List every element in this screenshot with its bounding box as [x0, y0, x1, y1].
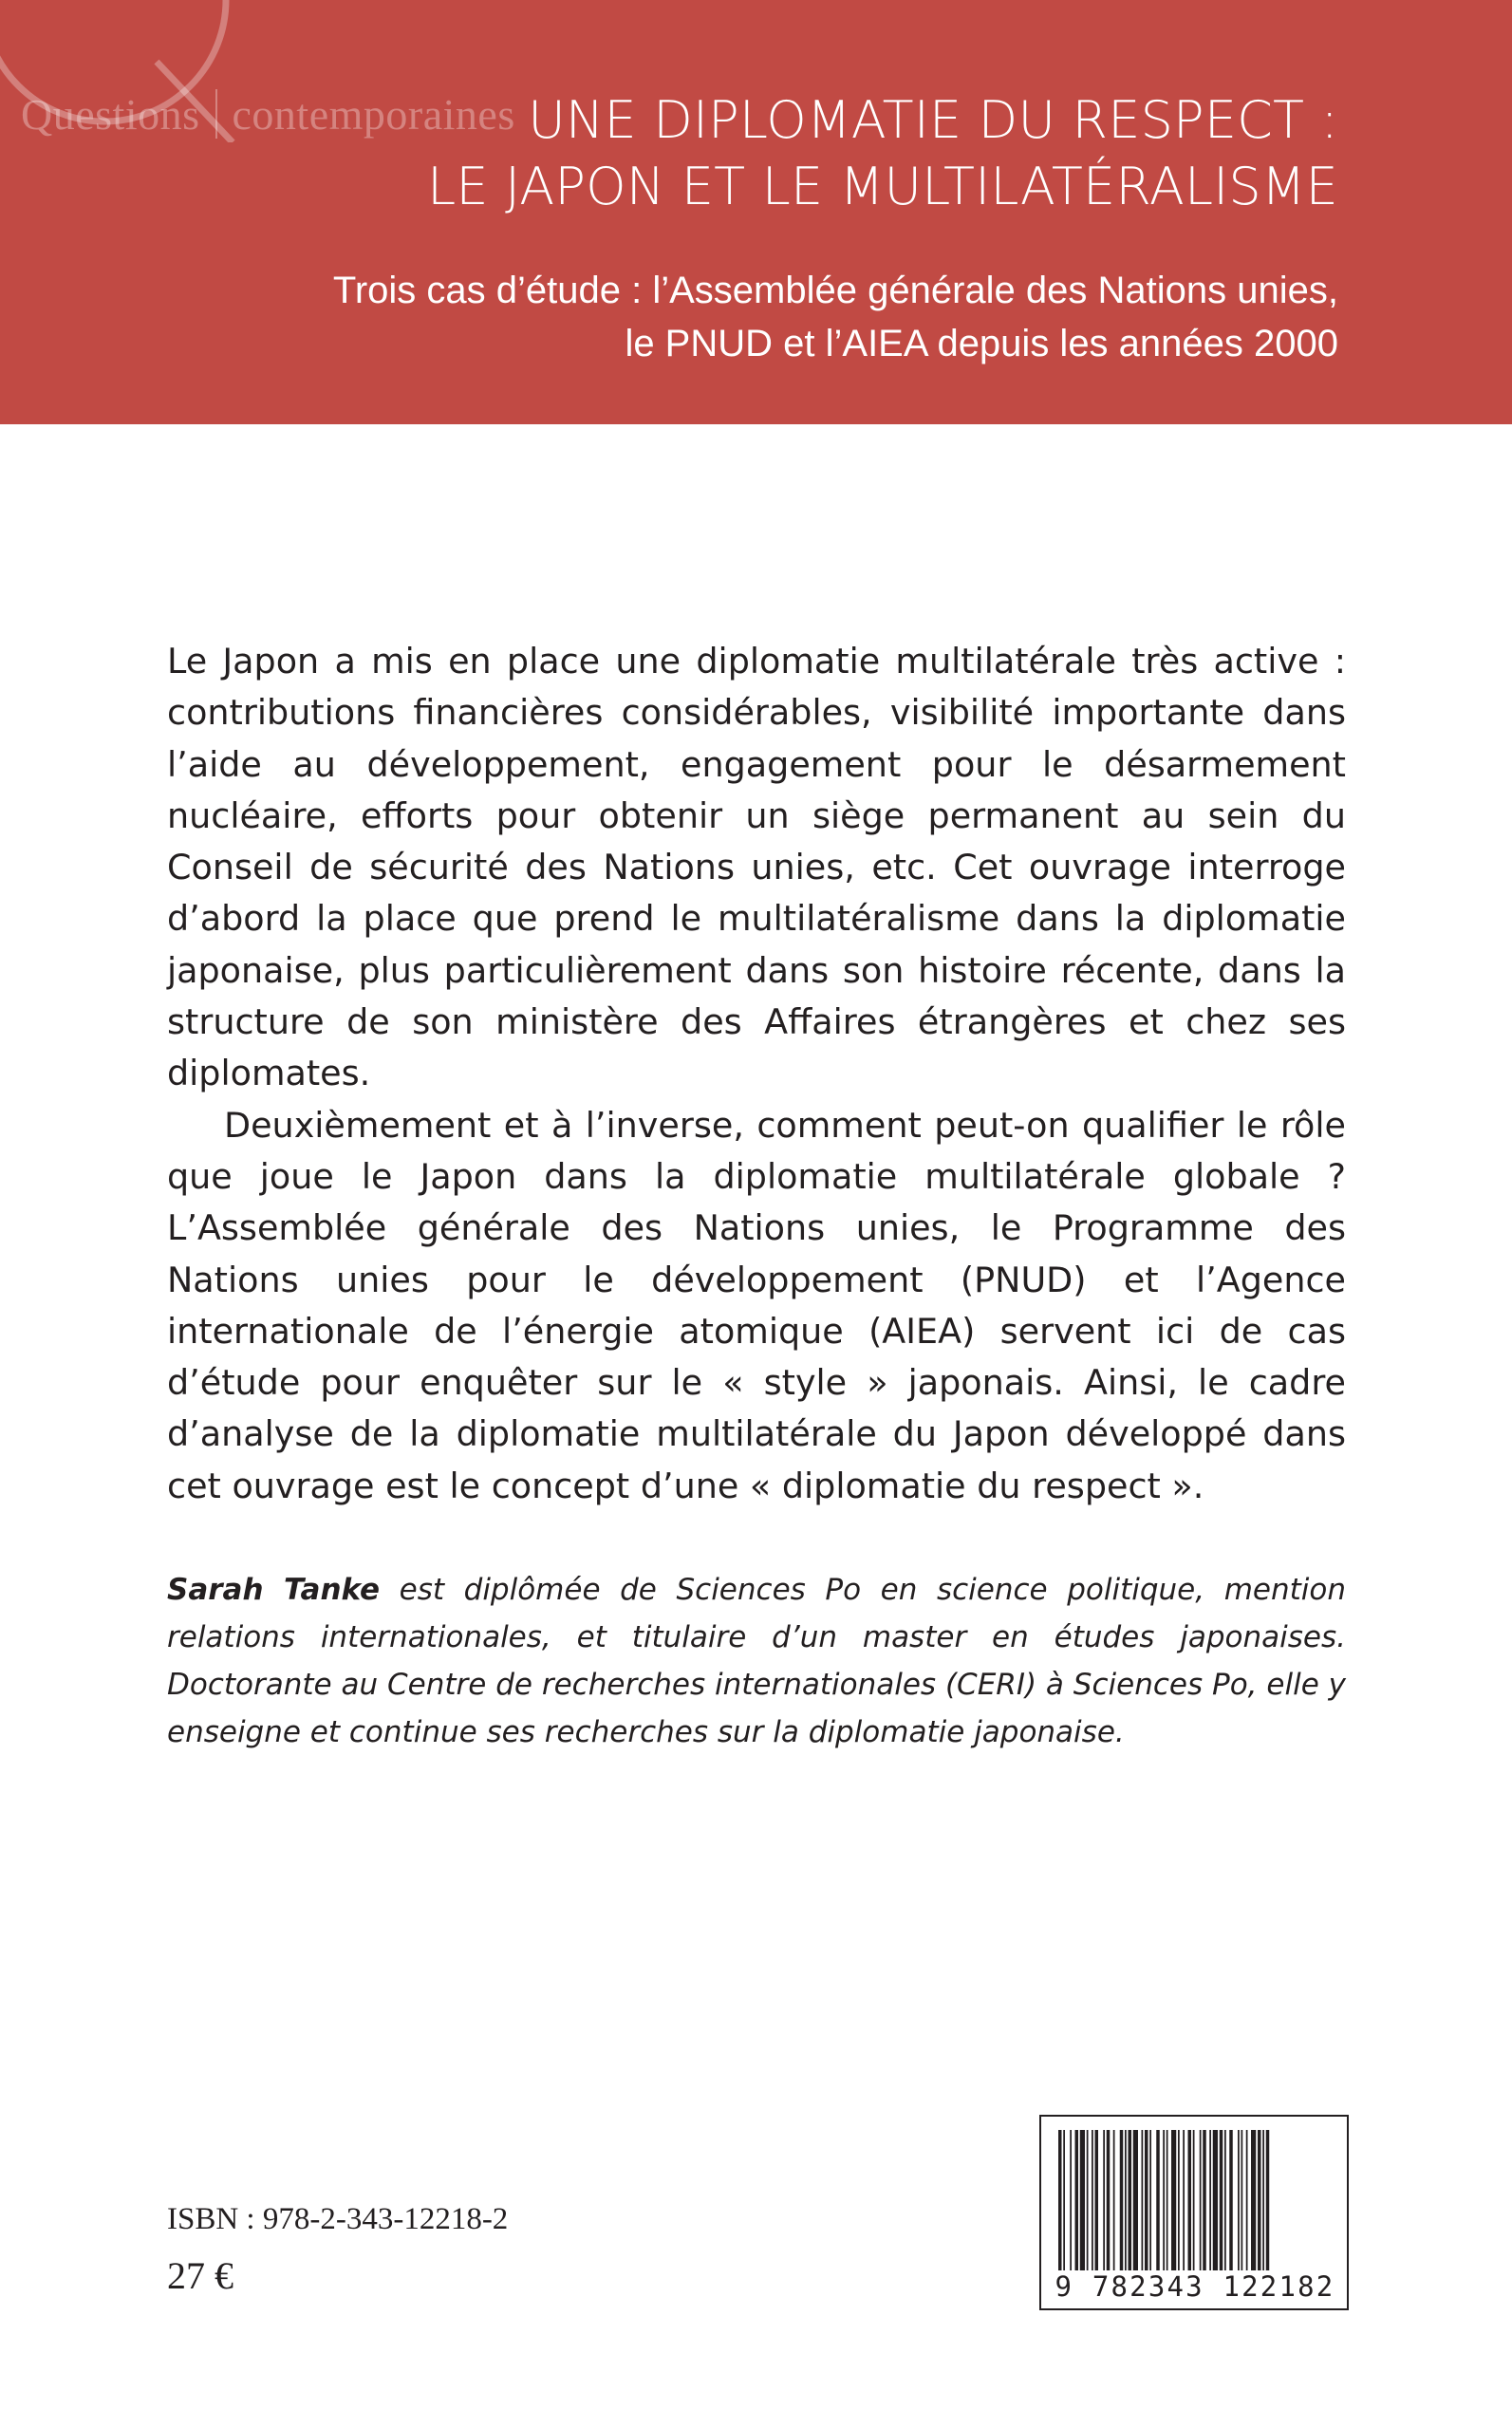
author-name: Sarah Tanke — [167, 1573, 381, 1607]
blurb-paragraph-1: Le Japon a mis en place une diplomatie multilatérale très active : contributions financières considérables, visibilité importante dans l’aide au développement, engagement pour le désarmement nucléaire, efforts pour obtenir un siège permanent au sein du Conseil de sécurité des Nations unies, etc. Cet ouvrage interroge d’abord la place que prend le multilatéralisme dans la diplomatie japonaise, plus particulièrement dans son histoire récente, dans la structure de son ministère des Affaires étrangères et chez ses diplomates. — [167, 641, 1346, 1094]
barcode-bar — [1163, 2130, 1165, 2272]
barcode-bar — [1213, 2130, 1218, 2272]
book-title — [427, 87, 1338, 220]
book-subtitle — [333, 264, 1338, 370]
barcode-bar — [1142, 2130, 1144, 2272]
barcode-bar — [1107, 2130, 1111, 2272]
barcode-bar — [1200, 2130, 1202, 2272]
barcode-bar — [1092, 2130, 1093, 2272]
author-bio — [167, 1566, 1346, 1756]
book-subtitle-line-1: Trois cas d’étude : l’Assemblée générale des Nations unies, — [332, 270, 1338, 311]
book-subtitle-line-2: le PNUD et l’AIEA depuis les années 2000 — [625, 323, 1338, 364]
barcode-bar — [1087, 2130, 1089, 2272]
barcode-bar — [1129, 2130, 1132, 2272]
barcode-bar — [1262, 2130, 1264, 2272]
barcode-bar — [1193, 2130, 1195, 2272]
barcode-bar — [1075, 2130, 1079, 2272]
barcode-bar — [1103, 2130, 1105, 2272]
barcode-bar — [1080, 2130, 1085, 2272]
barcode-bar — [1229, 2130, 1233, 2272]
barcode-bar — [1156, 2130, 1160, 2272]
series-word-contemporaines: contemporaines — [232, 90, 515, 139]
barcode-bar — [1266, 2130, 1270, 2272]
barcode-bar — [1113, 2130, 1115, 2272]
barcode-bar — [1241, 2130, 1243, 2272]
series-word-questions: Questions — [21, 90, 200, 139]
book-title-line-2: LE JAPON ET LE MULTILATÉRALISME — [427, 157, 1338, 216]
barcode-bar — [1258, 2130, 1261, 2272]
barcode-bar — [1246, 2130, 1248, 2272]
barcode-bar — [1188, 2130, 1192, 2272]
barcode-bar — [1120, 2130, 1124, 2272]
barcode-bar — [1203, 2130, 1206, 2272]
book-title-line-1: UNE DIPLOMATIE DU RESPECT : — [528, 90, 1338, 150]
barcode-bar — [1125, 2130, 1127, 2272]
barcode-bar — [1171, 2130, 1176, 2272]
barcode-bar — [1178, 2130, 1180, 2272]
blurb-paragraph-2: Deuxièmement et à l’inverse, comment peut-on qualifier le rôle que joue le Japon dans la diplomatie multilatérale globale ? L’Assemblée générale des Nations unies, le Programme des Nations unies pour le développement (PNUD) et l’Agence internationale de l’énergie atomique (AIEA) servent ici de cas d’étude pour enquêter sur le « style » japonais. Ainsi, le cadre d’analyse de la diplomatie multilatérale du Japon développé dans cet ouvrage est le concept d’une « diplomatie du respect ». — [167, 1104, 1346, 1506]
barcode-bar — [1063, 2130, 1065, 2272]
barcode-bar — [1251, 2130, 1256, 2272]
barcode-bar — [1224, 2130, 1226, 2272]
barcode-bar — [1209, 2130, 1211, 2272]
barcode-bar — [1095, 2130, 1099, 2272]
barcode-number: 9 782343 122182 — [1049, 2270, 1341, 2303]
author-bio-text: est diplômée de Sciences Po en science politique, mention relations internationales, et titulaire d’un master en études japonaises. Doctorante au Centre de recherches internationales (CERI) à Sciences Po, elle y enseigne et continue ses recherches sur la diplomatie japonaise. — [167, 1573, 1346, 1749]
barcode-bar — [1070, 2130, 1072, 2272]
back-cover-blurb — [167, 636, 1346, 1512]
barcode-bar — [1183, 2130, 1185, 2272]
barcode — [1039, 2115, 1349, 2310]
barcode-bar — [1149, 2130, 1151, 2272]
series-separator — [215, 89, 217, 139]
barcode-bar — [1133, 2130, 1138, 2272]
cover-header-band — [0, 0, 1512, 424]
isbn-label: ISBN : 978-2-343-12218-2 — [167, 2202, 509, 2236]
barcode-bars-icon — [1058, 2130, 1334, 2272]
barcode-bar — [1145, 2130, 1148, 2272]
barcode-bar — [1167, 2130, 1168, 2272]
barcode-bar — [1058, 2130, 1062, 2272]
barcode-bar — [1220, 2130, 1223, 2272]
price-label: 27 € — [167, 2254, 233, 2297]
barcode-bar — [1238, 2130, 1240, 2272]
